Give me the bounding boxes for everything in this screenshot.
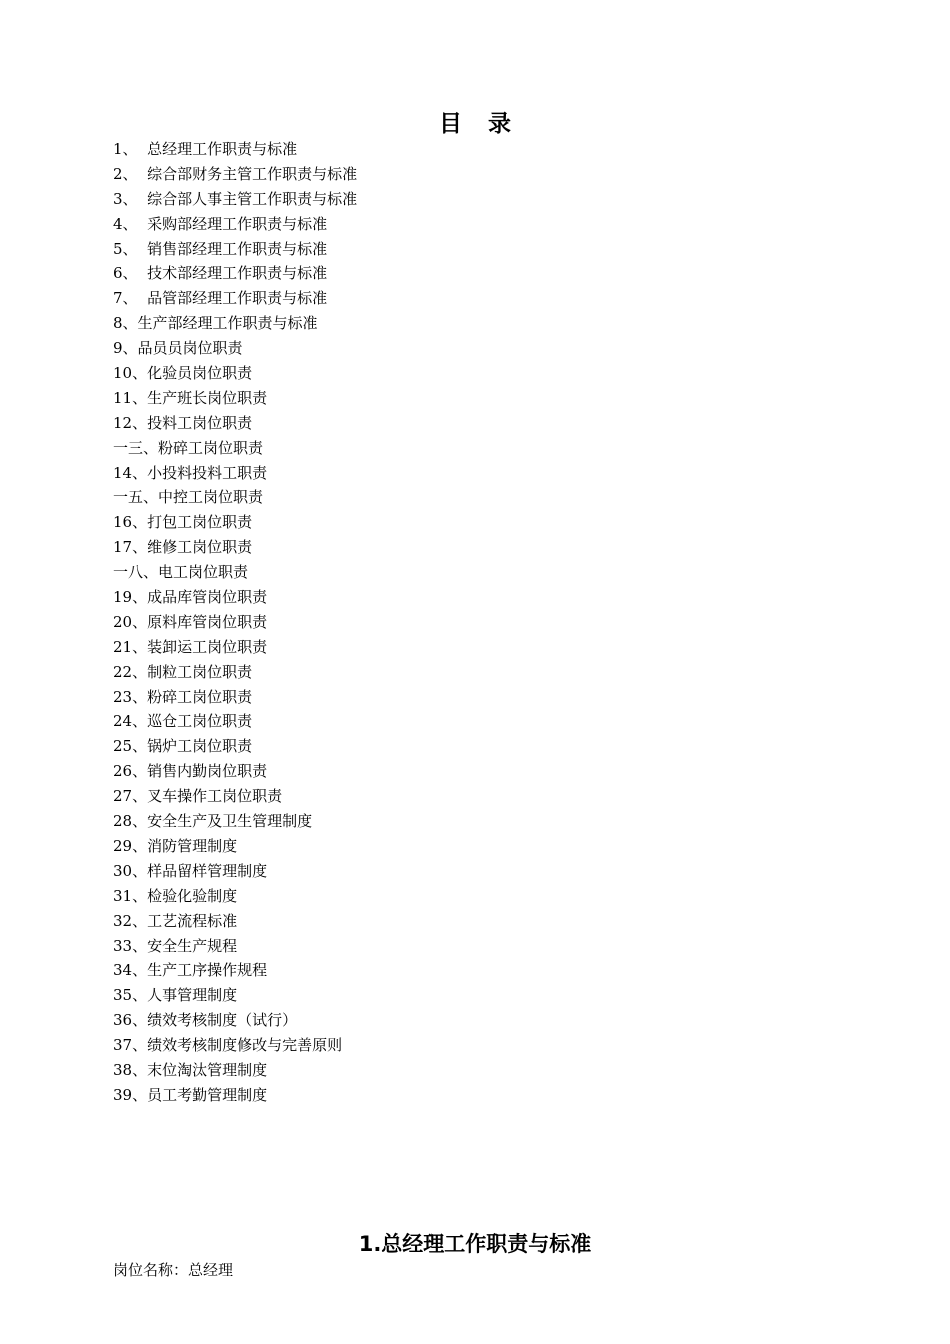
toc-item: 一三、粉碎工岗位职责 bbox=[113, 438, 264, 457]
post-name: 岗位名称：总经理 bbox=[113, 1261, 234, 1279]
toc-item: 16、打包工岗位职责 bbox=[113, 513, 253, 532]
toc-item: 2、 综合部财务主管工作职责与标准 bbox=[113, 164, 358, 183]
toc-item: 20、原料库管岗位职责 bbox=[113, 612, 268, 631]
toc-item: 23、粉碎工岗位职责 bbox=[113, 687, 253, 706]
toc-item: 17、维修工岗位职责 bbox=[113, 538, 253, 557]
toc-item: 32、工艺流程标准 bbox=[113, 911, 238, 930]
toc-item: 7、 品管部经理工作职责与标准 bbox=[113, 289, 328, 308]
toc-item: 5、 销售部经理工作职责与标准 bbox=[113, 239, 328, 258]
toc-item: 6、 技术部经理工作职责与标准 bbox=[113, 264, 328, 283]
toc-item: 1、 总经理工作职责与标准 bbox=[113, 140, 298, 158]
toc-item: 22、制粒工岗位职责 bbox=[113, 662, 253, 681]
toc-item: 29、消防管理制度 bbox=[113, 836, 238, 855]
toc-item: 11、生产班长岗位职责 bbox=[113, 388, 268, 407]
toc-item: 3、 综合部人事主管工作职责与标准 bbox=[113, 189, 358, 208]
toc-item: 19、成品库管岗位职责 bbox=[113, 588, 268, 607]
toc-item: 34、生产工序操作规程 bbox=[113, 961, 268, 980]
toc-item: 12、投料工岗位职责 bbox=[113, 413, 253, 432]
toc-item: 35、人事管理制度 bbox=[113, 986, 238, 1005]
section-title: 1.总经理工作职责与标准 bbox=[358, 1232, 592, 1256]
toc-item: 14、小投料投料工职责 bbox=[113, 463, 268, 482]
toc-item: 一五、中控工岗位职责 bbox=[113, 488, 264, 507]
toc-item: 一八、电工岗位职责 bbox=[113, 563, 249, 582]
toc-item: 37、绩效考核制度修改与完善原则 bbox=[113, 1036, 343, 1055]
toc-item: 9、品员员岗位职责 bbox=[113, 339, 243, 358]
toc-item: 24、巡仓工岗位职责 bbox=[113, 712, 253, 731]
toc-item: 27、叉车操作工岗位职责 bbox=[113, 787, 283, 806]
toc-item: 25、锅炉工岗位职责 bbox=[113, 737, 253, 756]
toc-item: 33、安全生产规程 bbox=[113, 936, 238, 955]
toc-item: 36、绩效考核制度（试行） bbox=[113, 1011, 298, 1030]
toc-title: 目录 bbox=[439, 111, 537, 137]
toc-item: 31、检验化验制度 bbox=[113, 886, 238, 905]
toc-item: 39、员工考勤管理制度 bbox=[113, 1085, 268, 1104]
toc-item: 21、装卸运工岗位职责 bbox=[113, 637, 268, 656]
toc-item: 30、样品留样管理制度 bbox=[113, 861, 268, 880]
toc-item: 38、末位淘汰管理制度 bbox=[113, 1060, 268, 1079]
toc-item: 4、 采购部经理工作职责与标准 bbox=[113, 214, 328, 233]
toc-list bbox=[113, 137, 357, 1108]
toc-item: 26、销售内勤岗位职责 bbox=[113, 762, 268, 781]
toc-item: 10、化验员岗位职责 bbox=[113, 364, 253, 383]
toc-item: 8、生产部经理工作职责与标准 bbox=[113, 314, 318, 333]
toc-item: 28、安全生产及卫生管理制度 bbox=[113, 812, 313, 831]
